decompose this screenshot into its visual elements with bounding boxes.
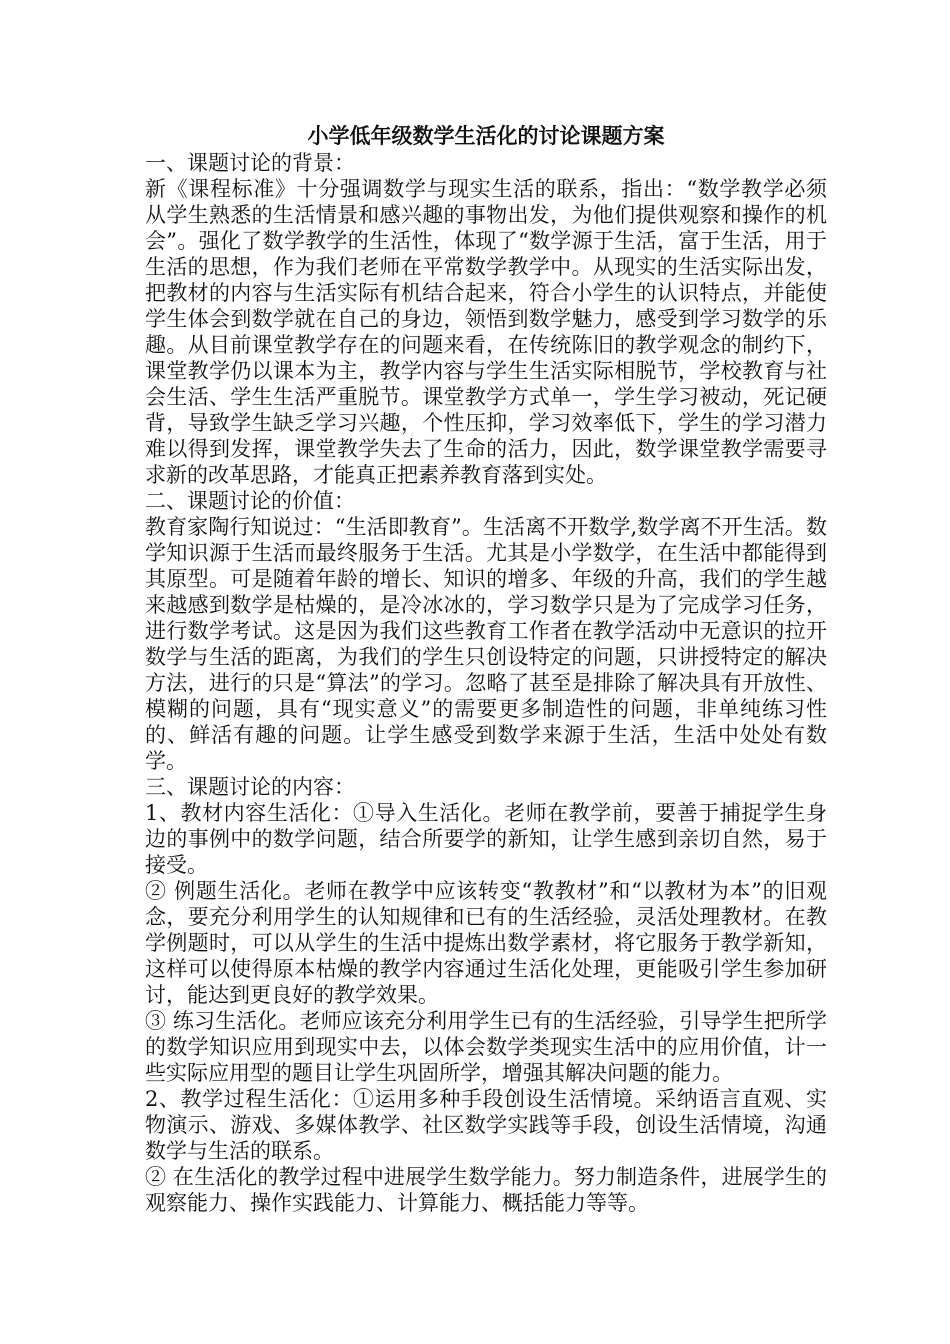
paragraph-content-5: ② 在生活化的教学过程中进展学生数学能力。努力制造条件，进展学生的观察能力、操作实践能力、计算能力、概括能力等等。 <box>145 1165 827 1215</box>
section-heading-content: 三、课题讨论的内容： <box>145 775 355 799</box>
paragraph-content-1: 1、教材内容生活化：①导入生活化。老师在教学前，要善于捕捉学生身边的事例中的数学问题，结合所要学的新知，让学生感到亲切自然，易于接受。 <box>145 801 827 877</box>
section-heading-value: 二、课题讨论的价值： <box>145 489 355 513</box>
paragraph-background: 新《课程标准》十分强调数学与现实生活的联系，指出：“数学教学必须从学生熟悉的生活情景和感兴趣的事物出发，为他们提供观察和操作的机会”。强化了数学教学的生活性，体现了“数学源于生活，富于生活，用于生活的思想，作为我们老师在平常数学教学中。从现实的生活实际出发，把教材的内容与生活实际有机结合起来，符合小学生的认识特点，并能使学生体会到数学就在自己的身边，领悟到数学魅力，感受到学习数学的乐趣。从目前课堂教学存在的问题来看，在传统陈旧的教学观念的制约下，课堂教学仍以课本为主，教学内容与学生生活实际相脱节，学校教育与社会生活、学生生活严重脱节。课堂教学方式单一，学生学习被动，死记硬背，导致学生缺乏学习兴趣，个性压抑，学习效率低下，学生的学习潜力难以得到发挥，课堂教学失去了生命的活力，因此，数学课堂教学需要寻求新的改革思路，才能真正把素养教育落到实处。 <box>145 177 827 487</box>
paragraph-content-3: ③ 练习生活化。老师应该充分利用学生已有的生活经验，引导学生把所学的数学知识应用到现实中去，以体会数学类现实生活中的应用价值，计一些实际应用型的题目让学生巩固所学，增强其解决问题的能力。 <box>145 1009 827 1085</box>
paragraph-value: 教育家陶行知说过：“生活即教育”。生活离不开数学,数学离不开生活。数学知识源于生活而最终服务于生活。尤其是小学数学，在生活中都能得到其原型。可是随着年龄的增长、知识的增多、年级的升高，我们的学生越来越感到数学是枯燥的，是冷冰冰的，学习数学只是为了完成学习任务，进行数学考试。这是因为我们这些教育工作者在教学活动中无意识的拉开数学与生活的距离，为我们的学生只创设特定的问题，只讲授特定的解决方法，进行的只是“算法”的学习。忽略了甚至是排除了解决具有开放性、模糊的问题，具有“现实意义”的需要更多制造性的问题，非单纯练习性的、鲜活有趣的问题。让学生感受到数学来源于生活，生活中处处有数学。 <box>145 515 827 773</box>
paragraph-content-2: ② 例题生活化。老师在教学中应该转变“教教材”和“以教材为本”的旧观念，要充分利用学生的认知规律和已有的生活经验，灵活处理教材。在教学例题时，可以从学生的生活中提炼出数学素材，将它服务于教学新知，这样可以使得原本枯燥的教学内容通过生活化处理，更能吸引学生参加研讨，能达到更良好的教学效果。 <box>145 879 827 1007</box>
paragraph-content-4: 2、教学过程生活化：①运用多种手段创设生活情境。采纳语言直观、实物演示、游戏、多媒体教学、社区数学实践等手段，创设生活情境，沟通数学与生活的联系。 <box>145 1087 827 1163</box>
document-title: 小学低年级数学生活化的讨论课题方案 <box>307 123 665 148</box>
section-heading-background: 一、课题讨论的背景： <box>145 151 355 175</box>
document-page <box>145 122 827 1216</box>
